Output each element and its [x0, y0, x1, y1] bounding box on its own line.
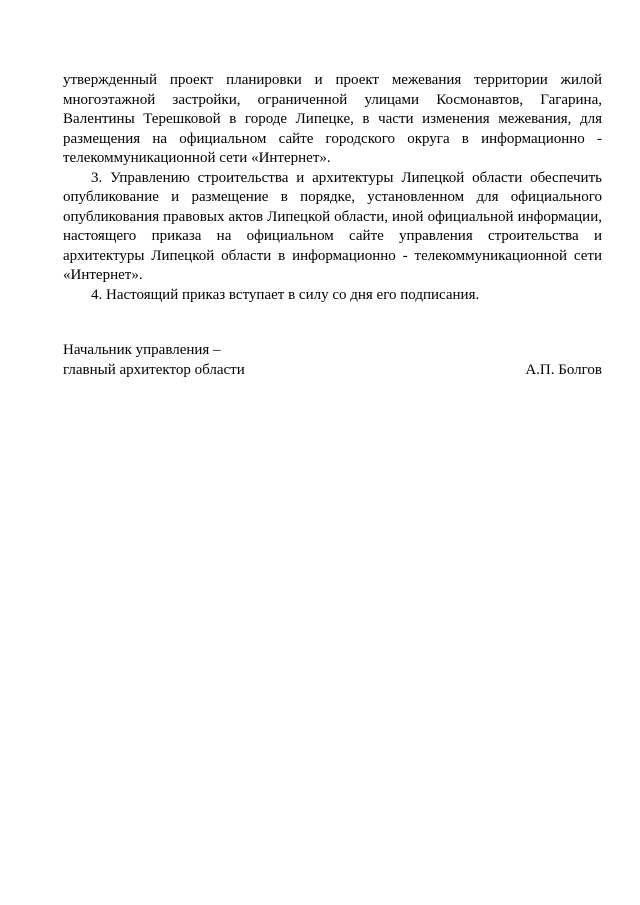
paragraph-4: 4. Настоящий приказ вступает в силу со дня его подписания. — [91, 286, 480, 303]
paragraph-3-line: опубликования правовых актов Липецкой области, иной официальной информации, — [63, 208, 602, 225]
paragraph-line: размещения на официальном сайте городского округа в информационно - — [63, 130, 602, 147]
paragraph-3-line: «Интернет». — [63, 267, 143, 283]
signature-row-2 — [63, 361, 602, 381]
signature-row-1 — [63, 341, 602, 361]
signatory-position-line-1: Начальник управления – — [63, 342, 221, 358]
paragraph-3-line: архитектуры Липецкой области в информационно - телекоммуникационной сети — [63, 247, 602, 264]
signature-block — [63, 341, 602, 380]
paragraph-3-line: опубликование и размещение в порядке, установленном для официального — [63, 189, 602, 205]
paragraph-line: утвержденный проект планировки и проект межевания территории жилой — [63, 72, 602, 88]
paragraph-3-line: настоящего приказа на официальном сайте управления строительства и — [63, 228, 602, 244]
signatory-position-line-2: главный архитектор области — [63, 361, 245, 378]
paragraph-line: многоэтажной застройки, ограниченной улицами Космонавтов, Гагарина, — [63, 91, 602, 108]
paragraph-line: телекоммуникационной сети «Интернет». — [63, 150, 331, 166]
paragraph-line: Валентины Терешковой в городе Липецке, в части изменения межевания, для — [63, 111, 602, 127]
document-body — [63, 71, 602, 305]
paragraph-3-line: 3. Управлению строительства и архитектуры Липецкой области обеспечить — [91, 169, 602, 186]
signatory-name: А.П. Болгов — [525, 361, 602, 378]
